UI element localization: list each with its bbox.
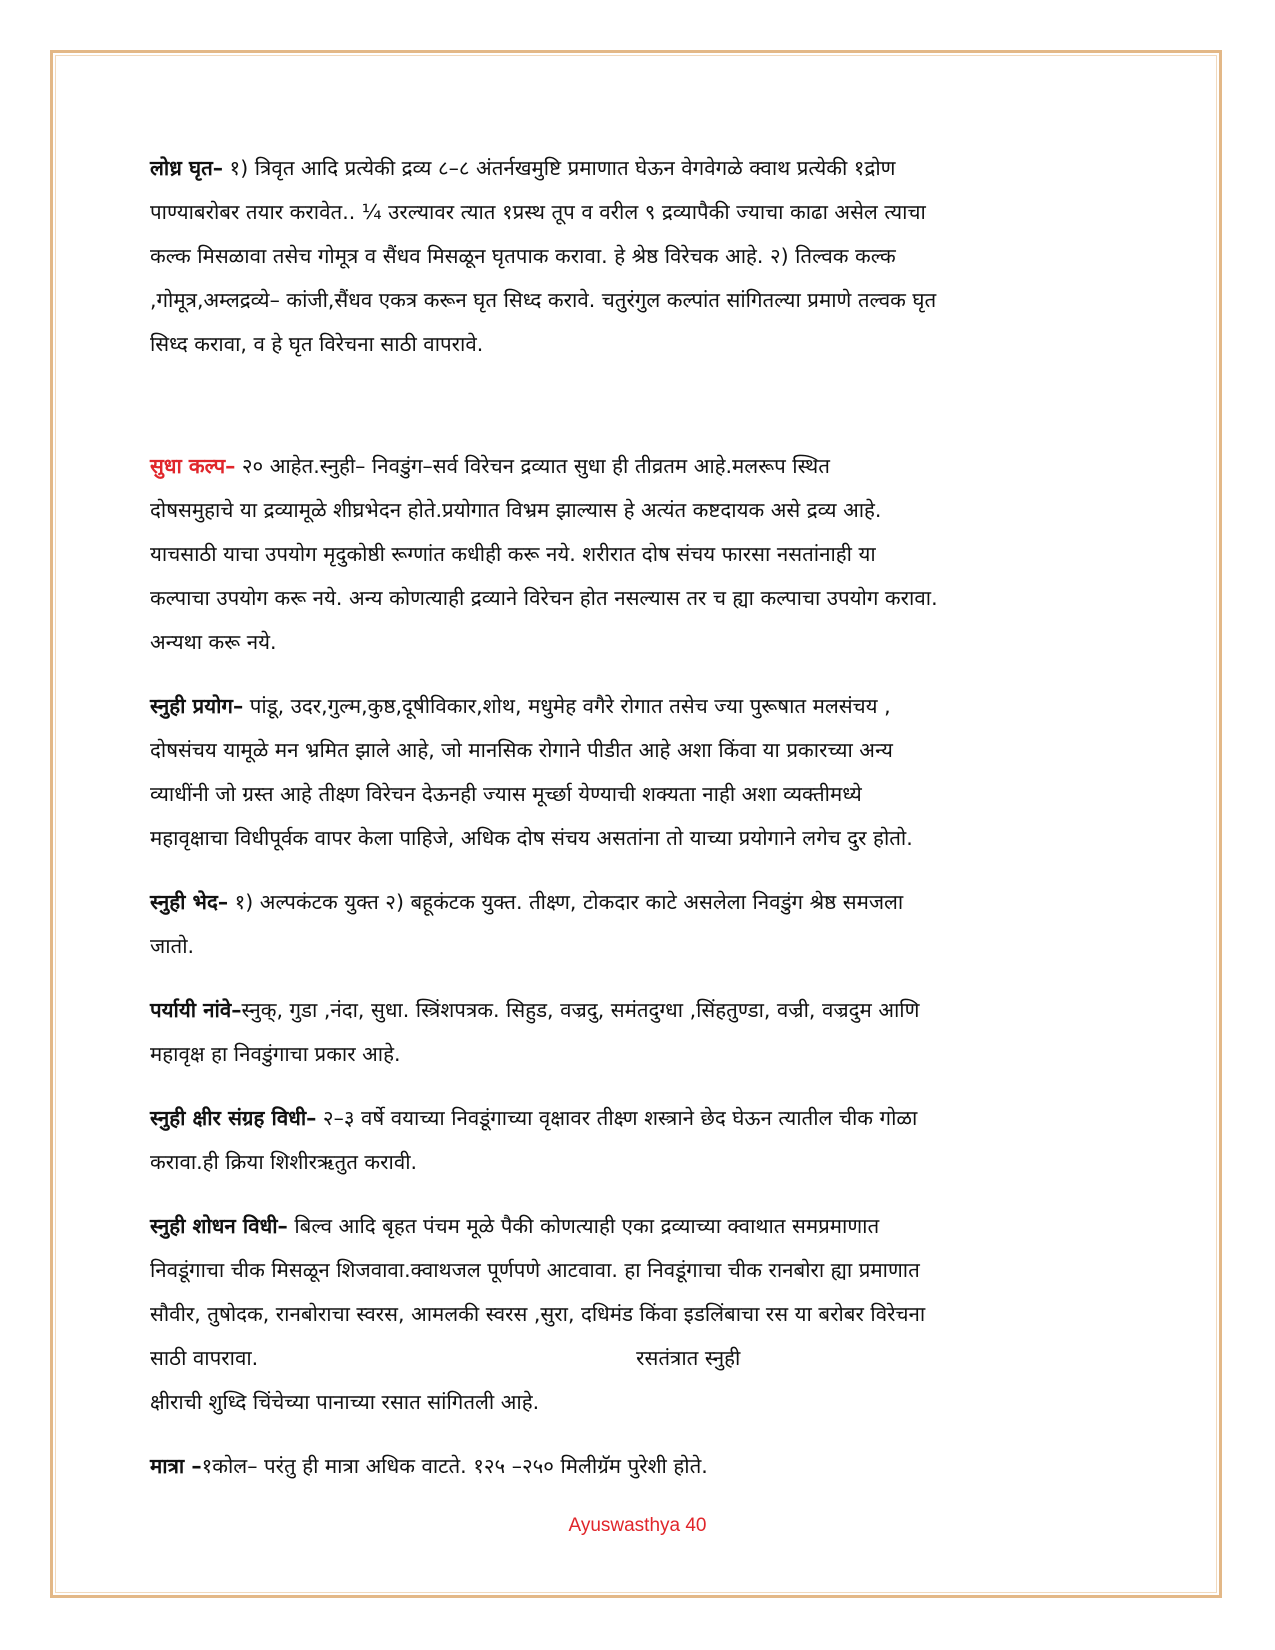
text-line-content: २० आहेत.स्नुही– निवडुंग–सर्व विरेचन द्रव्यात सुधा ही तीव्रतम आहे.मलरूप स्थित bbox=[235, 454, 830, 478]
text-line-content: १कोल– परंतु ही मात्रा अधिक वाटते. १२५ –२५० मिलीग्रॅम पुरेशी होते. bbox=[201, 1454, 708, 1478]
text-line: सौवीर, तुषोदक, रानबोराचा स्वरस, आमलकी स्वरस ,सुरा, दधिमंड किंवा इडलिंबाचा रस या बरोबर विरेचना bbox=[150, 1302, 926, 1326]
section-heading: मात्रा – bbox=[150, 1454, 202, 1478]
document-body bbox=[150, 146, 1130, 1488]
page-footer: Ayuswasthya 40 bbox=[568, 1515, 707, 1536]
text-line bbox=[150, 1444, 1130, 1488]
text-line-content: १) त्रिवृत आदि प्रत्येकी द्रव्य ८–८ अंतर्नखमुष्टि प्रमाणात घेऊन वेगवेगळे क्वाथ प्रत्येकी १द्रोण bbox=[223, 156, 896, 180]
section-matra bbox=[150, 1444, 1130, 1488]
text-line-content: २–३ वर्षे वयाच्या निवडूंगाच्या वृक्षावर तीक्ष्ण शस्त्राने छेद घेऊन त्यातील चीक गोळा bbox=[316, 1106, 918, 1130]
section-shodhan-vidhi bbox=[150, 1204, 1130, 1424]
spacer bbox=[150, 664, 1130, 684]
text-line: व्याधींनी जो ग्रस्त आहे तीक्ष्ण विरेचन देऊनही ज्यास मूर्च्छा येण्याची शक्यता नाही अशा व्यक्तीमध्ये bbox=[150, 782, 862, 806]
section-heading: स्नुही भेद– bbox=[150, 890, 229, 914]
text-line: सिध्द करावा, व हे घृत विरेचना साठी वापरावे. bbox=[150, 332, 484, 356]
section-snuhi-prayog bbox=[150, 684, 1130, 860]
text-line: क्षीराची शुध्दि चिंचेच्या पानाच्या रसात सांगितली आहे. bbox=[150, 1390, 540, 1414]
spacer bbox=[150, 860, 1130, 880]
text-line: याचसाठी याचा उपयोग मृदुकोष्ठी रूग्णांत कधीही करू नये. शरीरात दोष संचय फारसा नसतांनाही या bbox=[150, 542, 876, 566]
text-line: दोषसंचय यामूळे मन भ्रमित झाले आहे, जो मानसिक रोगाने पीडीत आहे अशा किंवा या प्रकारच्या अन्य bbox=[150, 738, 893, 762]
section-heading: सुधा कल्प– bbox=[150, 454, 236, 478]
text-line-content: स्नुक्, गुडा ,नंदा, सुधा. स्त्रिंशपत्रक. सिहुड, वज्रदु, समंतदुग्धा ,सिंहतुण्डा, वज्री, वज्रदुम आणि bbox=[241, 998, 920, 1022]
text-line: पाण्याबरोबर तयार करावेत.. ¼ उरल्यावर त्यात १प्रस्थ तूप व वरील ९ द्रव्यापैकी ज्याचा काढा असेल त्याचा bbox=[150, 200, 926, 224]
section-sudha-kalpa bbox=[150, 444, 1130, 664]
text-line: करावा.ही क्रिया शिशीरऋतुत करावी. bbox=[150, 1150, 418, 1174]
text-line bbox=[150, 684, 1130, 728]
text-line: महावृक्षाचा विधीपूर्वक वापर केला पाहिजे, अधिक दोष संचय असतांना तो याच्या प्रयोगाने लगेच दुर होतो. bbox=[150, 826, 913, 850]
section-snuhi-bhed bbox=[150, 880, 1130, 968]
spacer bbox=[150, 1424, 1130, 1444]
text-line-content: पांडू, उदर,गुल्म,कुष्ठ,दूषीविकार,शोथ, मधुमेह वगैरे रोगात तसेच ज्या पुरूषात मलसंचय , bbox=[243, 694, 891, 718]
text-line: महावृक्ष हा निवडुंगाचा प्रकार आहे. bbox=[150, 1042, 401, 1066]
section-lodhra-ghrita bbox=[150, 146, 1130, 366]
text-line bbox=[150, 444, 1130, 488]
text-line bbox=[150, 880, 1130, 924]
section-heading: स्नुही प्रयोग– bbox=[150, 694, 244, 718]
text-line: दोषसमुहाचे या द्रव्यामूळे शीघ्रभेदन होते.प्रयोगात विभ्रम झाल्यास हे अत्यंत कष्टदायक असे द्रव्य आहे. bbox=[150, 498, 882, 522]
text-line bbox=[150, 1096, 1130, 1140]
text-line bbox=[150, 1204, 1130, 1248]
spacer bbox=[150, 1076, 1130, 1096]
text-line: जातो. bbox=[150, 934, 195, 958]
section-heading: स्नुही शोधन विधी– bbox=[150, 1214, 288, 1238]
text-line: कल्क मिसळावा तसेच गोमूत्र व सैंधव मिसळून घृतपाक करावा. हे श्रेष्ठ विरेचक आहे. २) तिल्वक कल्क bbox=[150, 244, 896, 268]
text-line: निवडूंगाचा चीक मिसळून शिजवावा.क्वाथजल पूर्णपणे आटवावा. हा निवडूंगाचा चीक रानबोरा ह्या प्रमाणात bbox=[150, 1258, 920, 1282]
text-line: कल्पाचा उपयोग करू नये. अन्य कोणत्याही द्रव्याने विरेचन होत नसल्यास तर च ह्या कल्पाचा उपयोग करावा. bbox=[150, 586, 938, 610]
text-line-content: बिल्व आदि बृहत पंचम मूळे पैकी कोणत्याही एका द्रव्याच्या क्वाथात समप्रमाणात bbox=[287, 1214, 880, 1238]
section-heading: स्नुही क्षीर संग्रह विधी– bbox=[150, 1106, 317, 1130]
section-paryayi-nave bbox=[150, 988, 1130, 1076]
spacer bbox=[150, 968, 1130, 988]
text-line bbox=[150, 988, 1130, 1032]
text-line-content: १) अल्पकंटक युक्त २) बहूकंटक युक्त. तीक्ष्ण, टोकदार काटे असलेला निवडुंग श्रेष्ठ समजला bbox=[228, 890, 904, 914]
text-line bbox=[150, 146, 1130, 190]
text-line: अन्यथा करू नये. bbox=[150, 630, 277, 654]
section-heading: लोध्र घृत– bbox=[150, 156, 224, 180]
section-ksheer-sangraha bbox=[150, 1096, 1130, 1184]
spacer bbox=[150, 1184, 1130, 1204]
text-line: साठी वापरावा. रसतंत्रात स्नुही bbox=[150, 1346, 741, 1370]
spacer bbox=[150, 366, 1130, 444]
section-heading: पर्यायी नांवे– bbox=[150, 998, 242, 1022]
text-line: ,गोमूत्र,अम्लद्रव्ये– कांजी,सैंधव एकत्र करून घृत सिध्द करावे. चतुरंगुल कल्पांत सांगितल्या प्रमाणे तल्वक घृत bbox=[150, 288, 937, 312]
